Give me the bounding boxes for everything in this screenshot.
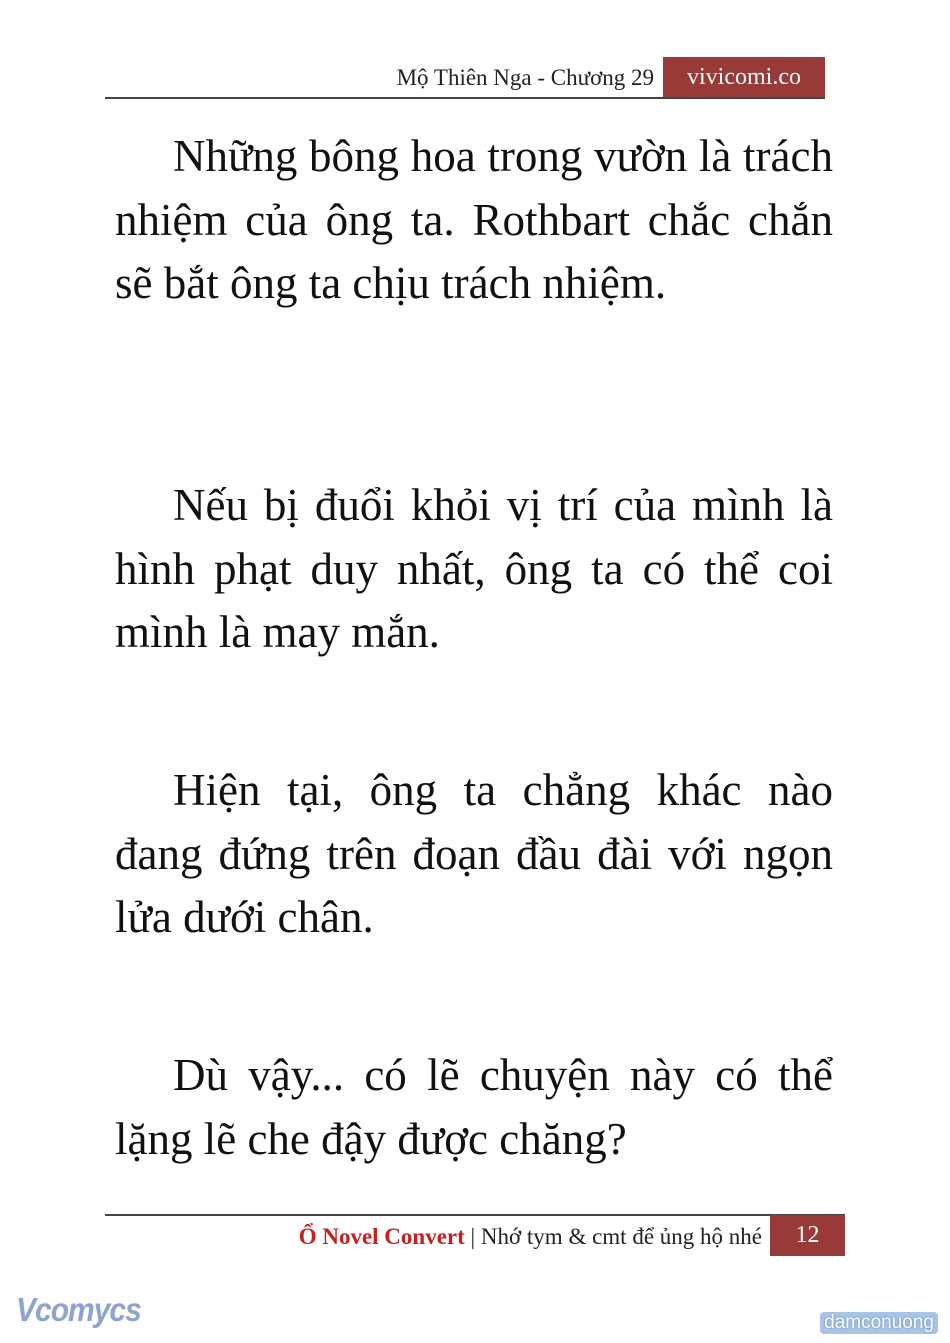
chapter-title: Mộ Thiên Nga - Chương 29 <box>396 65 654 90</box>
site-badge: vivicomi.co <box>663 57 825 98</box>
footer-separator: | <box>470 1224 476 1249</box>
paragraph-1: Những bông hoa trong vườn là trách nhiệm của ông ta. Rothbart chắc chắn sẽ bắt ông ta chịu trách nhiệm. <box>115 131 833 308</box>
footer-brand: Ổ Novel Convert <box>298 1224 465 1249</box>
footer-divider <box>105 1214 845 1216</box>
watermark-logo-left: Vcomycs <box>16 1292 141 1329</box>
header-divider <box>105 97 825 99</box>
footer-message: Nhớ tym & cmt để ủng hộ nhé <box>480 1224 762 1249</box>
page-number: 12 <box>770 1215 845 1256</box>
paragraph-4: Dù vậy... có lẽ chuyện này có thể lặng lẽ che đậy được chăng? <box>115 1050 833 1164</box>
paragraph-2: Nếu bị đuổi khỏi vị trí của mình là hình phạt duy nhất, ông ta có thể coi mình là may mắn. <box>115 480 833 657</box>
footer-text <box>299 1222 762 1252</box>
watermark-logo-right: damconuong <box>820 1312 938 1334</box>
paragraph-3: Hiện tại, ông ta chẳng khác nào đang đứng trên đoạn đầu đài với ngọn lửa dưới chân. <box>115 765 833 942</box>
